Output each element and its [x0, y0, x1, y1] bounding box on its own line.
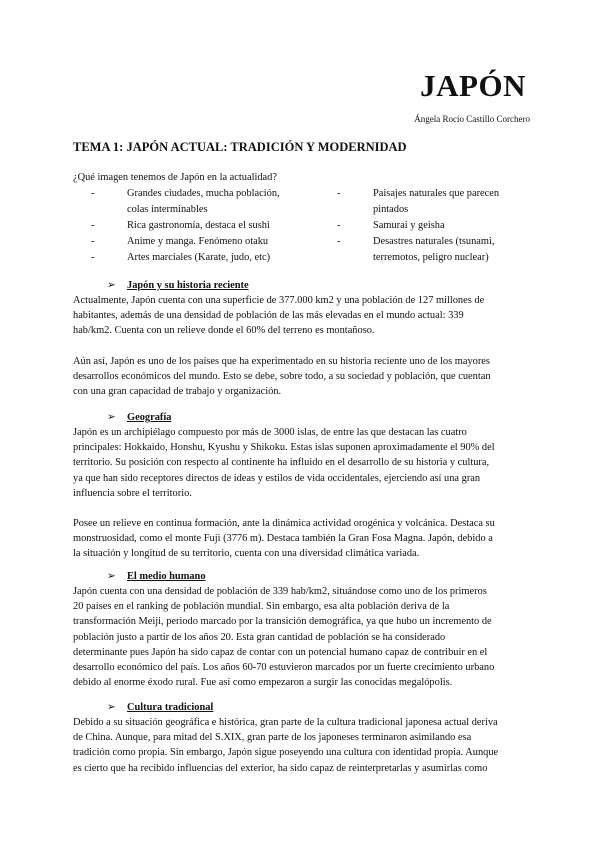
section-heading-text: El medio humano [127, 571, 206, 582]
list-item-text: Paisajes naturales que parecen [373, 188, 500, 199]
section-heading [107, 279, 533, 293]
paragraph [73, 584, 533, 690]
paragraph-line: debido al enorme éxodo rural. Fue así como empezaron a surgir las conocidas megalópolis. [73, 677, 453, 689]
bullet-dash: - [91, 252, 95, 263]
list-item [337, 234, 537, 266]
paragraph-line: influencia sobre el territorio. [73, 487, 192, 499]
list-item-text: Samurai y geisha [373, 220, 445, 231]
paragraph-line: Posee un relieve en continua formación, ante la dinámica actividad orogénica y volcánica. Destaca su [73, 518, 495, 530]
list-item-text: Artes marciales (Karate, judo, etc) [127, 252, 271, 263]
paragraph [73, 715, 533, 776]
question-text: ¿Qué imagen tenemos de Japón en la actualidad? [73, 172, 277, 183]
list-item [337, 218, 537, 234]
document-title: JAPÓN [420, 68, 526, 103]
paragraph-line: hab/km2. Cuenta con un relieve donde el 60% del terreno es montañoso. [73, 325, 375, 337]
paragraph-line: de China. Aunque, para mitad del S.XIX, gran parte de los japoneses terminaron asimilando esa [73, 732, 472, 744]
images-list-left [91, 186, 321, 266]
paragraph-line: habitantes, además de una densidad de población de las más elevadas en el mundo actual: 339 [73, 310, 464, 322]
paragraph-line: transformación Meiji, periodo marcado por la transición demográfica, ya que hubo un incremento de [73, 616, 492, 628]
section-heading-text: Japón y su historia reciente [127, 280, 249, 291]
paragraph-line: Aún así, Japón es uno de los países que ha experimentado en su historia reciente uno de los mayores [73, 355, 490, 367]
list-item [91, 218, 321, 234]
section-geografia [73, 411, 533, 562]
list-item-text: terremotos, peligro nuclear) [373, 252, 489, 263]
section-heading [107, 570, 533, 584]
paragraph-line: es cierto que ha recibido influencias del exterior, ha sido capaz de reinterpretarlas y asumirlas como [73, 762, 488, 774]
section-heading-text: Cultura tradicional [127, 702, 214, 713]
paragraph-line: monstruosidad, como el monte Fuji (3776 m). Destaca también la Gran Fosa Magna. Japón, debido a [73, 533, 493, 545]
paragraph-line: desarrollos económicos del mundo. Esto se debe, sobre todo, a su sociedad y población, que cuentan [73, 370, 491, 382]
topic-heading: TEMA 1: JAPÓN ACTUAL: TRADICIÓN Y MODERNIDAD [73, 140, 407, 154]
images-list-right [337, 186, 537, 266]
bullet-dash: - [91, 220, 95, 231]
bullet-dash: - [91, 236, 95, 247]
list-item-text: Desastres naturales (tsunami, [373, 236, 495, 247]
list-item-text: Grandes ciudades, mucha población, [127, 188, 280, 199]
list-item-text: pintados [373, 204, 409, 215]
arrow-bullet-icon: ➢ [107, 412, 116, 423]
paragraph-line: Japón cuenta con una densidad de población de 339 hab/km2, situándose como uno de los primeros [73, 586, 487, 597]
paragraph [73, 293, 533, 339]
paragraph [73, 354, 533, 400]
list-item-text: Anime y manga. Fenómeno otaku [127, 236, 269, 247]
bullet-dash: - [337, 236, 341, 247]
list-item-text: colas interminables [127, 204, 208, 215]
paragraph-line: territorio. Su posición con respecto al continente ha influido en el desarrollo de su historia y cultura, [73, 457, 490, 469]
paragraph [73, 516, 533, 562]
paragraph-line: principales: Hokkaido, Honshu, Kyushu y Shikoku. Estas islas suponen aproximadamente el 90% del [73, 442, 495, 454]
paragraph-line: Japón es un archipiélago compuesto por más de 3000 islas, de entre las que destacan las cuatro [73, 427, 467, 438]
paragraph-line: ya que han sido receptores directos de ideas y estilos de vida occidentales, ejerciendo así una gran [73, 472, 481, 484]
paragraph-line: 20 países en el ranking de población mundial. Sin embargo, esa alta población deriva de la [73, 601, 450, 613]
list-item [91, 234, 321, 250]
section-heading [107, 411, 533, 425]
paragraph [73, 425, 533, 501]
section-historia [73, 279, 533, 399]
list-item [337, 186, 537, 218]
paragraph-line: Debido a su situación geográfica e histórica, gran parte de la cultura tradicional japonesa actual deriva [73, 717, 498, 728]
bullet-dash: - [337, 188, 341, 199]
list-item-text: Rica gastronomía, destaca el sushi [127, 220, 270, 231]
arrow-bullet-icon: ➢ [107, 702, 116, 713]
bullet-dash: - [337, 220, 341, 231]
paragraph-line: tradición como propia. Sin embargo, Japón sigue poseyendo una cultura con identidad propia. Aunque [73, 747, 499, 759]
paragraph-line: Actualmente, Japón cuenta con una superficie de 377.000 km2 y una población de 127 millones de [73, 295, 485, 306]
paragraph-line: población justo a partir de los años 20. Esta gran cantidad de población se ha considerado [73, 631, 446, 643]
bullet-dash: - [91, 188, 95, 199]
section-heading-text: Geografía [127, 412, 172, 423]
paragraph-line: desarrollo económico del país. Los años 60-70 estuvieron marcados por un fuerte crecimiento urbano [73, 662, 495, 674]
paragraph-line: la situación y longitud de su territorio, cuenta con una diversidad climática variada. [73, 548, 420, 560]
paragraph-line: con una gran capacidad de trabajo y organización. [73, 386, 282, 398]
list-item [91, 250, 321, 266]
arrow-bullet-icon: ➢ [107, 280, 116, 291]
list-item [91, 186, 321, 218]
section-cultura-tradicional [73, 701, 533, 776]
section-heading [107, 701, 533, 715]
section-medio-humano [73, 570, 533, 690]
paragraph-line: determinante pues Japón ha sido capaz de contar con un potencial humano capaz de contribuir en el [73, 646, 488, 658]
author-name: Ángela Rocío Castillo Corchero [414, 114, 530, 124]
arrow-bullet-icon: ➢ [107, 571, 116, 582]
